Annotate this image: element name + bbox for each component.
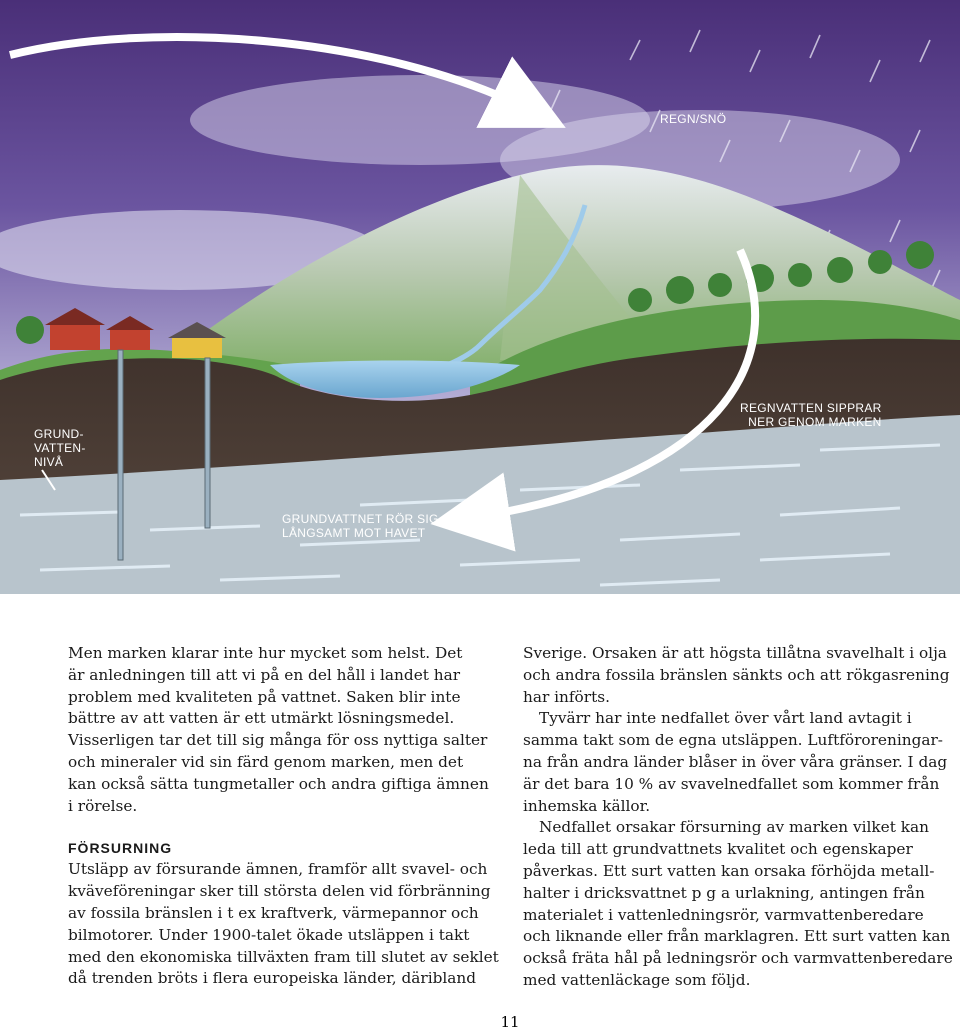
text-line: materialet i vattenledningsrör, varmvattenberedare [523,905,924,924]
groundwater-level-line-3: NIVÅ [34,455,64,469]
text-line: är anledningen till att vi på en del håll i landet har [68,665,461,684]
text-line: Utsläpp av försurande ämnen, framför allt svavel- och [68,860,488,879]
rain-seeps-label [740,401,882,429]
groundwater-moves-label [282,512,439,540]
text-line: halter i dricksvattnet p g a urlakning, antingen från [523,883,925,902]
text-line: och andra fossila bränslen sänkts och att rökgasrening [523,665,950,684]
rain-snow-label [660,112,726,126]
text-line: bättre av att vatten är ett utmärkt lösningsmedel. [68,709,455,728]
right-paragraph-2 [523,708,955,730]
groundwater-level-line-1: GRUND- [34,427,84,441]
text-line: är det bara 10 % av svavelnedfallet som kommer från [523,774,940,793]
text-line: Nedfallet orsakar försurning av marken vilket kan [539,818,929,837]
left-paragraph-2 [68,859,500,990]
text-line: problem med kvaliteten på vattnet. Saken blir inte [68,687,461,706]
left-column [68,643,500,990]
text-line: och liknande eller från marklagren. Ett surt vatten kan [523,927,951,946]
well-pipe [205,358,210,528]
text-line: leda till att grundvattnets kvalitet och egenskaper [523,840,913,859]
right-paragraph-2-cont [523,730,955,817]
groundwater-level-label [34,427,86,469]
text-line: Tyvärr har inte nedfallet över vårt land avtagit i [539,709,912,728]
text-line: Men marken klarar inte hur mycket som helst. Det [68,644,463,662]
rain-seeps-line-1: REGNVATTEN SIPPRAR [740,401,882,415]
text-line: med vattenläckage som följd. [523,970,751,989]
groundwater-moves-line-1: GRUNDVATTNET RÖR SIG [282,512,439,526]
text-line: Sverige. Orsaken är att högsta tillåtna svavelhalt i olja [523,644,947,662]
text-line: i rörelse. [68,796,138,815]
right-paragraph-3 [523,817,955,839]
text-line: och mineraler vid sin färd genom marken, men det [68,752,464,771]
page-number: 11 [500,1013,520,1031]
text-line: inhemska källor. [523,796,651,815]
left-paragraph-1 [68,643,500,817]
rain-seeps-line-2: NER GENOM MARKEN [748,415,882,429]
right-paragraph-1 [523,643,955,708]
right-paragraph-3-cont [523,839,955,992]
text-line: kväveföreningar sker till största delen vid förbränning [68,882,491,901]
text-line: bilmotorer. Under 1900-talet ökade utsläppen i takt [68,925,470,944]
text-line: av fossila bränslen i t ex kraftverk, värmepannor och [68,903,479,922]
right-column [523,643,955,992]
text-line: Visserligen tar det till sig många för oss nyttiga salter [68,731,488,750]
well-pipe [118,350,123,560]
groundwater-moves-line-2: LÅNGSAMT MOT HAVET [282,526,426,540]
text-line: också fräta hål på ledningsrör och varmvattenberedare [523,949,953,968]
text-line: påverkas. Ett surt vatten kan orsaka förhöjda metall- [523,861,935,880]
text-line: då trenden bröts i flera europeiska länder, däribland [68,969,477,988]
rain-snow-text: REGN/SNÖ [660,112,727,126]
groundwater-level-line-2: VATTEN- [34,441,86,455]
text-line: samma takt som de egna utsläppen. Luftföroreningar- [523,731,943,750]
text-line: na från andra länder blåser in över våra gränser. I dag [523,752,948,771]
text-line: har införts. [523,687,610,706]
text-line: kan också sätta tungmetaller och andra giftiga ämnen [68,774,489,793]
section-heading-forsurning: FÖRSURNING [68,840,173,857]
text-line: med den ekonomiska tillväxten fram till slutet av seklet [68,947,499,966]
